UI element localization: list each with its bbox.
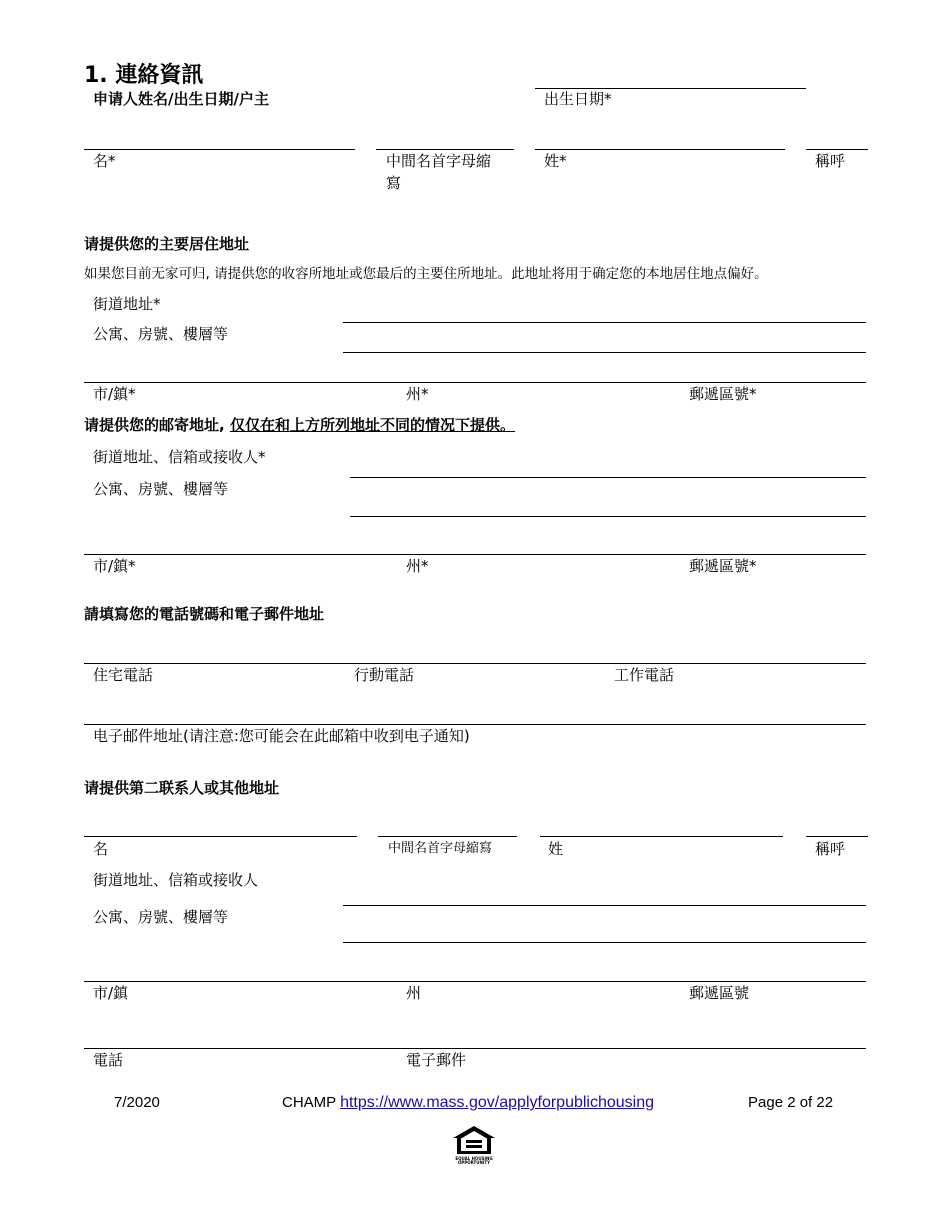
sec-phone-email-line (84, 1048, 866, 1049)
street-line (343, 322, 866, 323)
street-input[interactable] (343, 296, 870, 322)
zip-label: 郵遞區號* (689, 385, 757, 403)
mailing-city-label: 市/鎮* (93, 557, 136, 575)
sec-phone-label: 電話 (93, 1051, 124, 1069)
sec-state-input[interactable] (398, 955, 672, 981)
middle-initial-input[interactable] (376, 123, 518, 149)
work-phone-input[interactable] (605, 637, 870, 663)
last-name-label: 姓* (544, 152, 567, 170)
mailing-street-input[interactable] (350, 451, 870, 477)
first-name-line (84, 149, 355, 150)
home-phone-label: 住宅電話 (93, 666, 154, 684)
mailing-street-line (350, 477, 866, 478)
mailing-state-label: 州* (406, 557, 429, 575)
sec-city-input[interactable] (84, 955, 388, 981)
sec-middle-line (378, 836, 517, 837)
sec-state-label: 州 (406, 984, 422, 1002)
sec-zip-input[interactable] (680, 955, 870, 981)
applicant-heading: 申请人姓名/出生日期/户主 (93, 90, 269, 108)
street-label: 街道地址* (93, 295, 161, 313)
state-label: 州* (406, 385, 429, 403)
sec-suffix-label: 稱呼 (815, 840, 846, 858)
mobile-phone-input[interactable] (345, 637, 599, 663)
city-label: 市/鎮* (93, 385, 136, 403)
footer-url-link[interactable]: https://www.mass.gov/applyforpublichousing (340, 1094, 655, 1111)
sec-suffix-line (806, 836, 868, 837)
sec-zip-label: 郵遞區號 (689, 984, 750, 1002)
sec-apt-label: 公寓、房號、樓層等 (93, 908, 229, 926)
sec-last-label: 姓 (548, 840, 564, 858)
sec-middle-input[interactable] (378, 810, 521, 836)
first-name-label: 名* (93, 152, 116, 170)
mailing-address-heading (84, 414, 515, 436)
section-title: 1. 連絡資訊 (84, 63, 204, 88)
email-input[interactable] (84, 698, 870, 724)
secondary-contact-heading: 请提供第二联系人或其他地址 (84, 779, 280, 797)
dob-label: 出生日期* (544, 90, 612, 108)
mailing-apt-label: 公寓、房號、樓層等 (93, 480, 229, 498)
mailing-zip-input[interactable] (680, 528, 870, 554)
footer-center (282, 1094, 654, 1112)
dob-input[interactable] (535, 62, 810, 88)
equal-housing-icon (449, 1124, 499, 1158)
primary-address-note: 如果您目前无家可归, 请提供您的收容所地址或您最后的主要住所地址。此地址将用于确定您的本地居住地点偏好。 (84, 266, 768, 282)
middle-initial-label-line2: 寫 (386, 174, 402, 192)
sec-apt-input[interactable] (343, 916, 870, 942)
equal-housing-text: EQUAL HOUSING OPPORTUNITY (455, 1156, 493, 1165)
footer-prefix: CHAMP (282, 1094, 336, 1111)
equal-housing-logo (449, 1124, 499, 1166)
suffix-label: 稱呼 (815, 152, 846, 170)
mailing-zip-label: 郵遞區號* (689, 557, 757, 575)
suffix-input[interactable] (806, 123, 872, 149)
sec-middle-label: 中間名首字母縮寫 (388, 841, 493, 856)
sec-email-input[interactable] (398, 1022, 870, 1048)
state-input[interactable] (398, 356, 672, 382)
mailing-apt-line (350, 516, 866, 517)
mobile-phone-label: 行動電話 (354, 666, 415, 684)
sec-first-label: 名 (93, 840, 109, 858)
sec-street-label: 街道地址、信箱或接收人 (93, 871, 259, 889)
zip-input[interactable] (680, 356, 870, 382)
sec-phone-input[interactable] (84, 1022, 388, 1048)
sec-street-line (343, 905, 866, 906)
sec-apt-line (343, 942, 866, 943)
phone-email-heading: 請填寫您的電話號碼和電子郵件地址 (84, 605, 325, 623)
sec-email-label: 電子郵件 (406, 1051, 467, 1069)
city-input[interactable] (84, 356, 388, 382)
mailing-heading-underline: 仅仅在和上方所列地址不同的情况下提供。 (229, 416, 515, 434)
phones-line (84, 663, 866, 664)
sec-city-label: 市/鎮 (93, 984, 129, 1002)
apt-line (343, 352, 866, 353)
middle-initial-label-line1: 中間名首字母縮 (386, 152, 492, 170)
sec-last-line (540, 836, 783, 837)
mailing-street-label: 街道地址、信箱或接收人* (93, 448, 266, 466)
sec-street-input[interactable] (343, 879, 870, 905)
footer-date: 7/2020 (114, 1094, 160, 1111)
apt-input[interactable] (343, 326, 870, 352)
sec-first-input[interactable] (84, 810, 361, 836)
sec-suffix-input[interactable] (806, 810, 872, 836)
mailing-apt-input[interactable] (350, 490, 870, 516)
mailing-city-input[interactable] (84, 528, 388, 554)
last-name-line (535, 149, 785, 150)
sec-first-line (84, 836, 357, 837)
sec-last-input[interactable] (540, 810, 787, 836)
mailing-heading-bold: 请提供您的邮寄地址, (84, 416, 225, 434)
last-name-input[interactable] (535, 123, 789, 149)
email-label: 电子邮件地址(请注意:您可能会在此邮箱中收到电子通知) (93, 727, 470, 745)
first-name-input[interactable] (84, 123, 359, 149)
mailing-state-input[interactable] (398, 528, 672, 554)
work-phone-label: 工作電話 (614, 666, 675, 684)
footer-page-number: Page 2 of 22 (748, 1094, 834, 1111)
apt-label: 公寓、房號、樓層等 (93, 325, 229, 343)
home-phone-input[interactable] (84, 637, 338, 663)
primary-address-heading: 请提供您的主要居住地址 (84, 235, 250, 253)
